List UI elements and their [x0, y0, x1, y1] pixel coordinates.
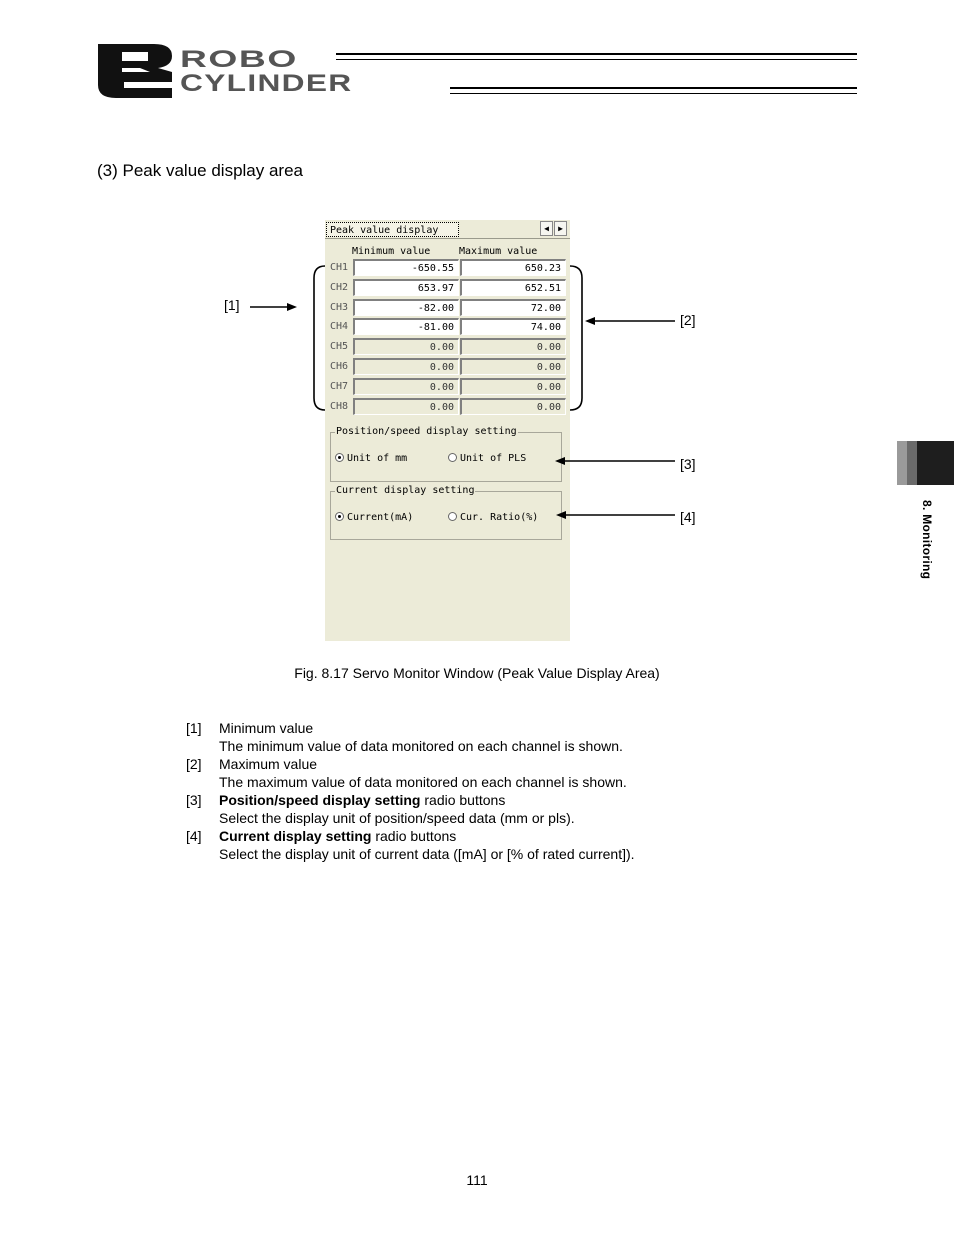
radio-unit-mm[interactable]: Unit of mm	[335, 453, 407, 464]
description-number: [1]	[186, 720, 202, 736]
column-header-maximum: Maximum value	[459, 246, 538, 257]
callout-label-3: [3]	[680, 456, 696, 472]
description-number: [2]	[186, 756, 202, 772]
maximum-value-field: 650.23	[460, 259, 566, 276]
column-header-minimum: Minimum value	[352, 246, 431, 257]
tab-peak-value-display[interactable]: Peak value display	[326, 222, 459, 237]
tab-scroll-right-button[interactable]: ▶	[554, 221, 567, 236]
description-title	[219, 827, 456, 845]
page-number: 111	[466, 1172, 488, 1188]
description-title-rest: radio buttons	[371, 828, 457, 844]
group-title: Position/speed display setting	[336, 426, 517, 437]
minimum-value-field: 0.00	[353, 358, 459, 375]
description-text: Select the display unit of current data ([mA] or [% of rated current]).	[219, 846, 635, 862]
callout-label-1: [1]	[224, 297, 240, 313]
channel-label: CH7	[330, 380, 349, 392]
minimum-value-field: 0.00	[353, 338, 459, 355]
radio-current-ma[interactable]: Current(mA)	[335, 512, 413, 523]
minimum-value-field: -650.55	[353, 259, 459, 276]
arrowhead-4	[556, 511, 566, 519]
description-title	[219, 755, 317, 773]
arrowhead-2	[585, 317, 595, 325]
figure-caption: Fig. 8.17 Servo Monitor Window (Peak Value Display Area)	[294, 665, 660, 681]
maximum-value-field: 0.00	[460, 378, 566, 395]
arrowhead-1	[287, 303, 297, 311]
maximum-value-field: 0.00	[460, 398, 566, 415]
chapter-label: 8. Monitoring	[920, 500, 934, 580]
channel-label: CH2	[330, 281, 349, 293]
tab-scroll-left-button[interactable]: ◀	[540, 221, 553, 236]
callout-label-2: [2]	[680, 312, 696, 328]
description-title	[219, 719, 313, 737]
minimum-value-field: 0.00	[353, 378, 459, 395]
description-title-rest: Maximum value	[219, 756, 318, 772]
maximum-value-field: 72.00	[460, 299, 566, 316]
logo-word-cylinder: CYLINDER	[180, 70, 353, 97]
minimum-value-field: 653.97	[353, 279, 459, 296]
description-title	[219, 791, 505, 809]
callout-label-4: [4]	[680, 509, 696, 525]
maximum-value-field: 0.00	[460, 358, 566, 375]
maximum-value-field: 74.00	[460, 318, 566, 335]
minimum-value-field: -82.00	[353, 299, 459, 316]
channel-label: CH6	[330, 361, 349, 372]
minimum-value-field: -81.00	[353, 318, 459, 335]
maximum-value-field: 652.51	[460, 279, 566, 296]
channel-label: CH4	[330, 321, 349, 333]
channel-label: CH8	[330, 400, 349, 412]
channel-label: CH1	[330, 262, 349, 273]
logo-word-robo: ROBO	[180, 46, 298, 73]
arrowhead-3	[555, 457, 565, 465]
minimum-value-field: 0.00	[353, 398, 459, 415]
description-title-bold: Position/speed display setting	[219, 792, 421, 808]
bracket-left	[314, 266, 325, 410]
radio-unit-pls[interactable]: Unit of PLS	[448, 453, 526, 464]
maximum-value-field: 0.00	[460, 338, 566, 355]
channel-label: CH5	[330, 341, 349, 353]
description-number: [4]	[186, 828, 202, 844]
description-title-bold: Current display setting	[219, 828, 372, 844]
description-text: The minimum value of data monitored on each channel is shown.	[219, 738, 623, 754]
channel-label: CH3	[330, 301, 349, 313]
radio-current-ratio[interactable]: Cur. Ratio(%)	[448, 512, 538, 523]
description-title-rest: radio buttons	[420, 792, 506, 808]
bracket-right	[570, 266, 582, 410]
description-title-rest: Minimum value	[219, 720, 314, 736]
description-text: Select the display unit of position/speed data (mm or pls).	[219, 810, 575, 826]
description-number: [3]	[186, 792, 202, 808]
group-title: Current display setting	[336, 485, 475, 496]
section-title: (3) Peak value display area	[97, 161, 304, 180]
description-text: The maximum value of data monitored on each channel is shown.	[219, 774, 627, 790]
